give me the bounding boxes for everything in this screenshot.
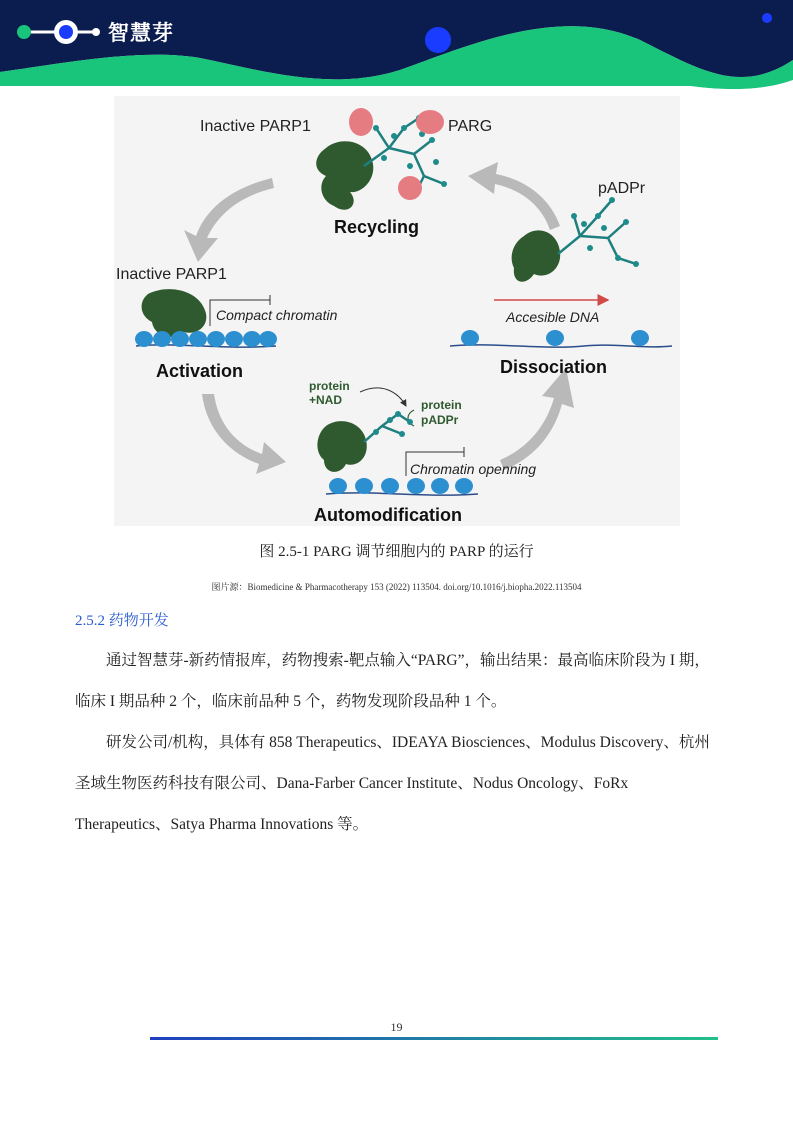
section-heading: 2.5.2 药物开发 (75, 613, 169, 629)
label-chromatin-opening: Chromatin openning (410, 461, 537, 477)
stage-recycling: Recycling (334, 217, 420, 237)
label-parg: PARG (448, 118, 493, 135)
dissociation-illustration (512, 197, 639, 282)
footer-gradient-line (150, 1037, 718, 1040)
label-product-2: pADPr (421, 413, 459, 427)
label-product-1: protein (421, 398, 462, 412)
label-compact-chromatin: Compact chromatin (216, 307, 338, 323)
label-protein-nad-1: protein (309, 379, 350, 393)
cycle-arrow-activation-to-automod (202, 394, 286, 474)
recycling-illustration (316, 108, 447, 210)
label-inactive-parp1-left: Inactive PARP1 (116, 266, 227, 283)
decor-dot-small (762, 13, 772, 23)
cycle-arrow-recycle-to-activation (184, 178, 274, 262)
stage-activation: Activation (156, 361, 244, 381)
dna-strand-right (450, 330, 672, 347)
figure-source: 图片源：Biomedicine & Pharmacotherapy 153 (2022) 113504. doi.org/10.1016/j.biopha.2022.113504 (211, 582, 582, 592)
figure-caption: 图 2.5-1 PARG 调节细胞内的 PARP 的运行 (259, 544, 534, 560)
paragraph-drug-search: 通过智慧芽-新药情报库，药物搜索-靶点输入“PARG”，输出结果：最高临床阶段为 I 期，临床 I 期品种 2 个，临床前品种 5 个，药物发现阶段品种 1 个。 (75, 652, 710, 710)
brand-name: 智慧芽 (108, 21, 174, 45)
parp-cycle-figure (114, 96, 680, 526)
page-number: 19 (390, 1020, 403, 1034)
paragraph-companies: 研发公司/机构，具体有 858 Therapeutics、IDEAYA Biosciences、Modulus Discovery、杭州圣域生物医药科技有限公司、Dana-Farber Cancer Institute、Nodus Oncology、FoRx Therapeutics、Satya Pharma Innovations 等。 (75, 734, 710, 833)
cycle-arrow-dissociation-to-recycle (468, 162, 560, 230)
label-protein-nad-2: +NAD (309, 393, 343, 407)
label-inactive-parp1-top: Inactive PARP1 (200, 118, 311, 135)
logo-icon (14, 16, 104, 48)
header-banner (0, 0, 793, 92)
label-padpr-top: pADPr (598, 180, 646, 197)
stage-automodification: Automodification (314, 505, 462, 525)
decor-dot-large (425, 27, 451, 53)
label-accessible-dna: Accesible DNA (506, 309, 600, 325)
stage-dissociation: Dissociation (500, 357, 608, 377)
cycle-arrow-automod-to-dissociation (500, 368, 574, 470)
